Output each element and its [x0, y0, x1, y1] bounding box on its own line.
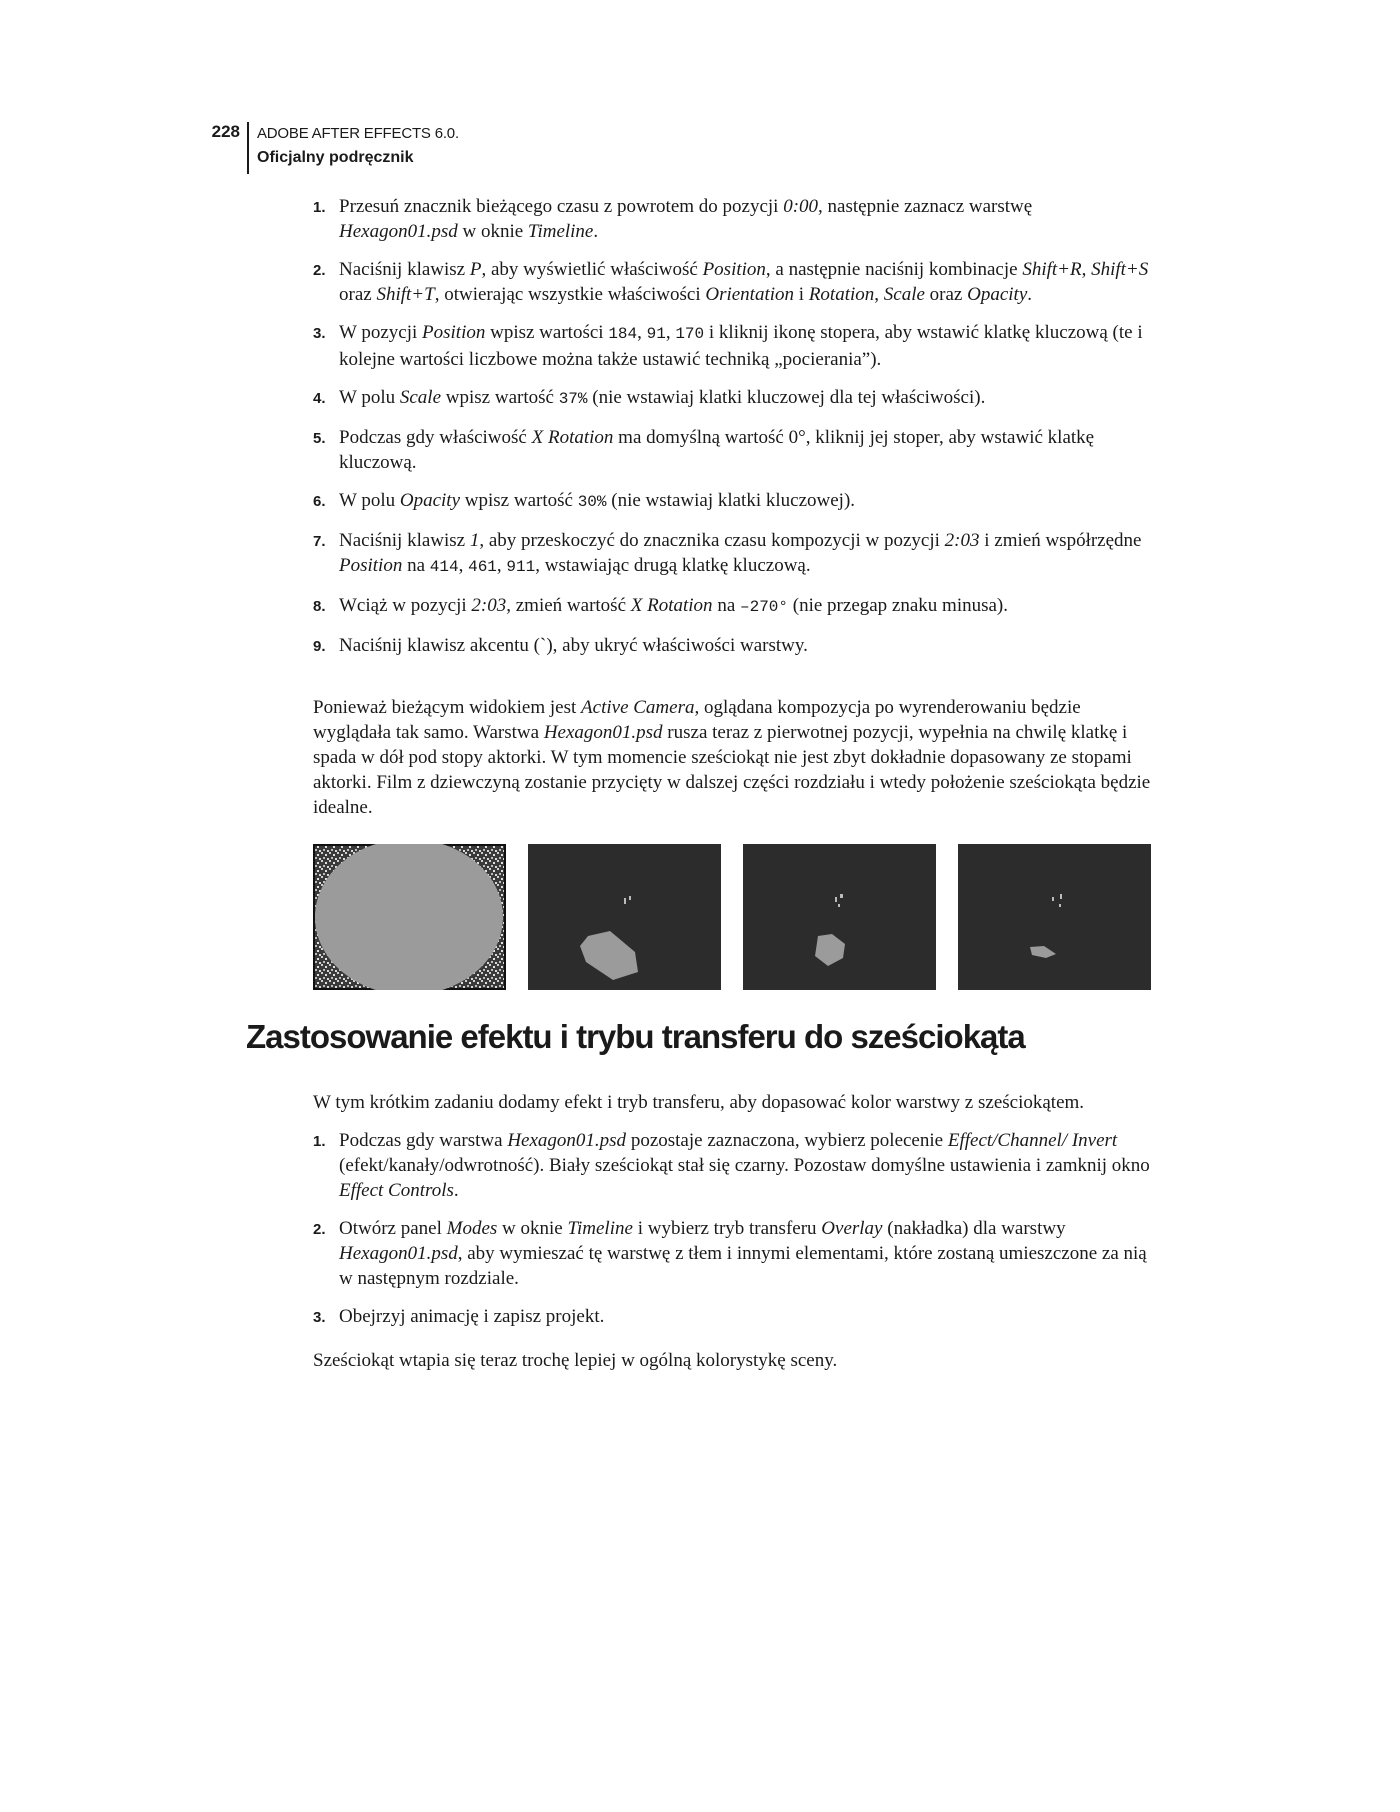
step-text: Przesuń znacznik bieżącego czasu z powrotem do pozycji 0:00, następnie zaznacz warstwę Hexagon01.psd w oknie Timeline.	[339, 196, 1033, 242]
step-text: W polu Scale wpisz wartość 37% (nie wstawiaj klatki kluczowej dla tej właściwości).	[339, 387, 986, 408]
closing-paragraph: Sześciokąt wtapia się teraz trochę lepiej w ogólną kolorystykę sceny.	[313, 1350, 838, 1371]
book-subtitle: Oficjalny podręcznik	[257, 149, 414, 166]
step-item	[313, 528, 1153, 580]
step-text: Podczas gdy właściwość X Rotation ma domyślną wartość 0°, kliknij jej stoper, aby wstawić klatkę kluczową.	[339, 427, 1095, 473]
step-number: 2.	[313, 262, 326, 279]
step-item	[313, 257, 1153, 307]
step-number: 5.	[313, 430, 326, 447]
step-number: 7.	[313, 533, 326, 550]
frame-thumbnail-3	[743, 844, 936, 990]
step-number: 3.	[313, 325, 326, 342]
steps-list-first	[313, 194, 1153, 671]
step-text: Otwórz panel Modes w oknie Timeline i wybierz tryb transferu Overlay (nakładka) dla warstwy Hexagon01.psd, aby wymieszać tę warstwę z tłem i innymi elementami, które zostaną umieszczone za nią w następnym rozdziale.	[339, 1218, 1147, 1289]
step-number: 3.	[313, 1309, 326, 1326]
step-text: W polu Opacity wpisz wartość 30% (nie wstawiaj klatki kluczowej).	[339, 490, 856, 511]
header-divider	[247, 122, 249, 174]
body-paragraph: Ponieważ bieżącym widokiem jest Active Camera, oglądana kompozycja po wyrenderowaniu będzie wyglądała tak samo. Warstwa Hexagon01.psd rusza teraz z pierwotnej pozycji, wypełnia na chwilę klatkę i spada w dół pod stopy aktorki. W tym momencie sześciokąt nie jest zbyt dokładnie dopasowany ze stopami aktorki. Film z dziewczyną zostanie przycięty w dalszej części rozdziału i wtedy położenie sześciokąta będzie idealne.	[313, 697, 1151, 818]
book-title: ADOBE AFTER EFFECTS 6.0.	[257, 125, 459, 142]
step-text: Naciśnij klawisz 1, aby przeskoczyć do znacznika czasu kompozycji w pozycji 2:03 i zmień współrzędne Position na 414, 461, 911, wstawiając drugą klatkę kluczową.	[339, 530, 1142, 576]
step-item	[313, 593, 1153, 620]
step-number: 6.	[313, 493, 326, 510]
step-text: Naciśnij klawisz P, aby wyświetlić właściwość Position, a następnie naciśnij kombinacje Shift+R, Shift+S oraz Shift+T, otwierając wszystkie właściwości Orientation i Rotation, Scale oraz Opacity.	[339, 259, 1149, 305]
step-item	[313, 633, 1153, 658]
step-number: 9.	[313, 638, 326, 655]
frame-thumbnail-2	[528, 844, 721, 990]
figure-sequence	[313, 844, 1153, 990]
step-number: 4.	[313, 390, 326, 407]
step-text: Obejrzyj animację i zapisz projekt.	[339, 1306, 605, 1327]
step-text: Podczas gdy warstwa Hexagon01.psd pozostaje zaznaczona, wybierz polecenie Effect/Channel/ Invert (efekt/kanały/odwrotność). Biały sześciokąt stał się czarny. Pozostaw domyślne ustawienia i zamknij okno Effect Controls.	[339, 1130, 1150, 1201]
frame-thumbnail-1	[313, 844, 506, 990]
step-text: Wciąż w pozycji 2:03, zmień wartość X Rotation na –270° (nie przegap znaku minusa).	[339, 595, 1009, 616]
steps-list-second	[313, 1128, 1153, 1342]
step-number: 8.	[313, 598, 326, 615]
step-number: 2.	[313, 1221, 326, 1238]
step-item	[313, 320, 1153, 372]
step-item	[313, 488, 1153, 515]
step-text: W pozycji Position wpisz wartości 184, 91, 170 i kliknij ikonę stopera, aby wstawić klatkę kluczową (te i kolejne wartości liczbowe można także ustawić techniką „pocierania”).	[339, 322, 1143, 370]
step-number: 1.	[313, 199, 326, 216]
step-item	[313, 1304, 1153, 1329]
step-number: 1.	[313, 1133, 326, 1150]
section-intro: W tym krótkim zadaniu dodamy efekt i tryb transferu, aby dopasować kolor warstwy z sześciokątem.	[313, 1092, 1085, 1113]
step-item	[313, 425, 1153, 475]
header-title-block	[257, 122, 459, 170]
step-text: Naciśnij klawisz akcentu (`), aby ukryć właściwości warstwy.	[339, 635, 808, 656]
step-item	[313, 1128, 1153, 1203]
step-item	[313, 1216, 1153, 1291]
frame-thumbnail-4	[958, 844, 1151, 990]
section-heading: Zastosowanie efektu i trybu transferu do sześciokąta	[246, 1018, 1025, 1055]
page-number: 228	[211, 122, 240, 141]
step-item	[313, 194, 1153, 244]
step-item	[313, 385, 1153, 412]
